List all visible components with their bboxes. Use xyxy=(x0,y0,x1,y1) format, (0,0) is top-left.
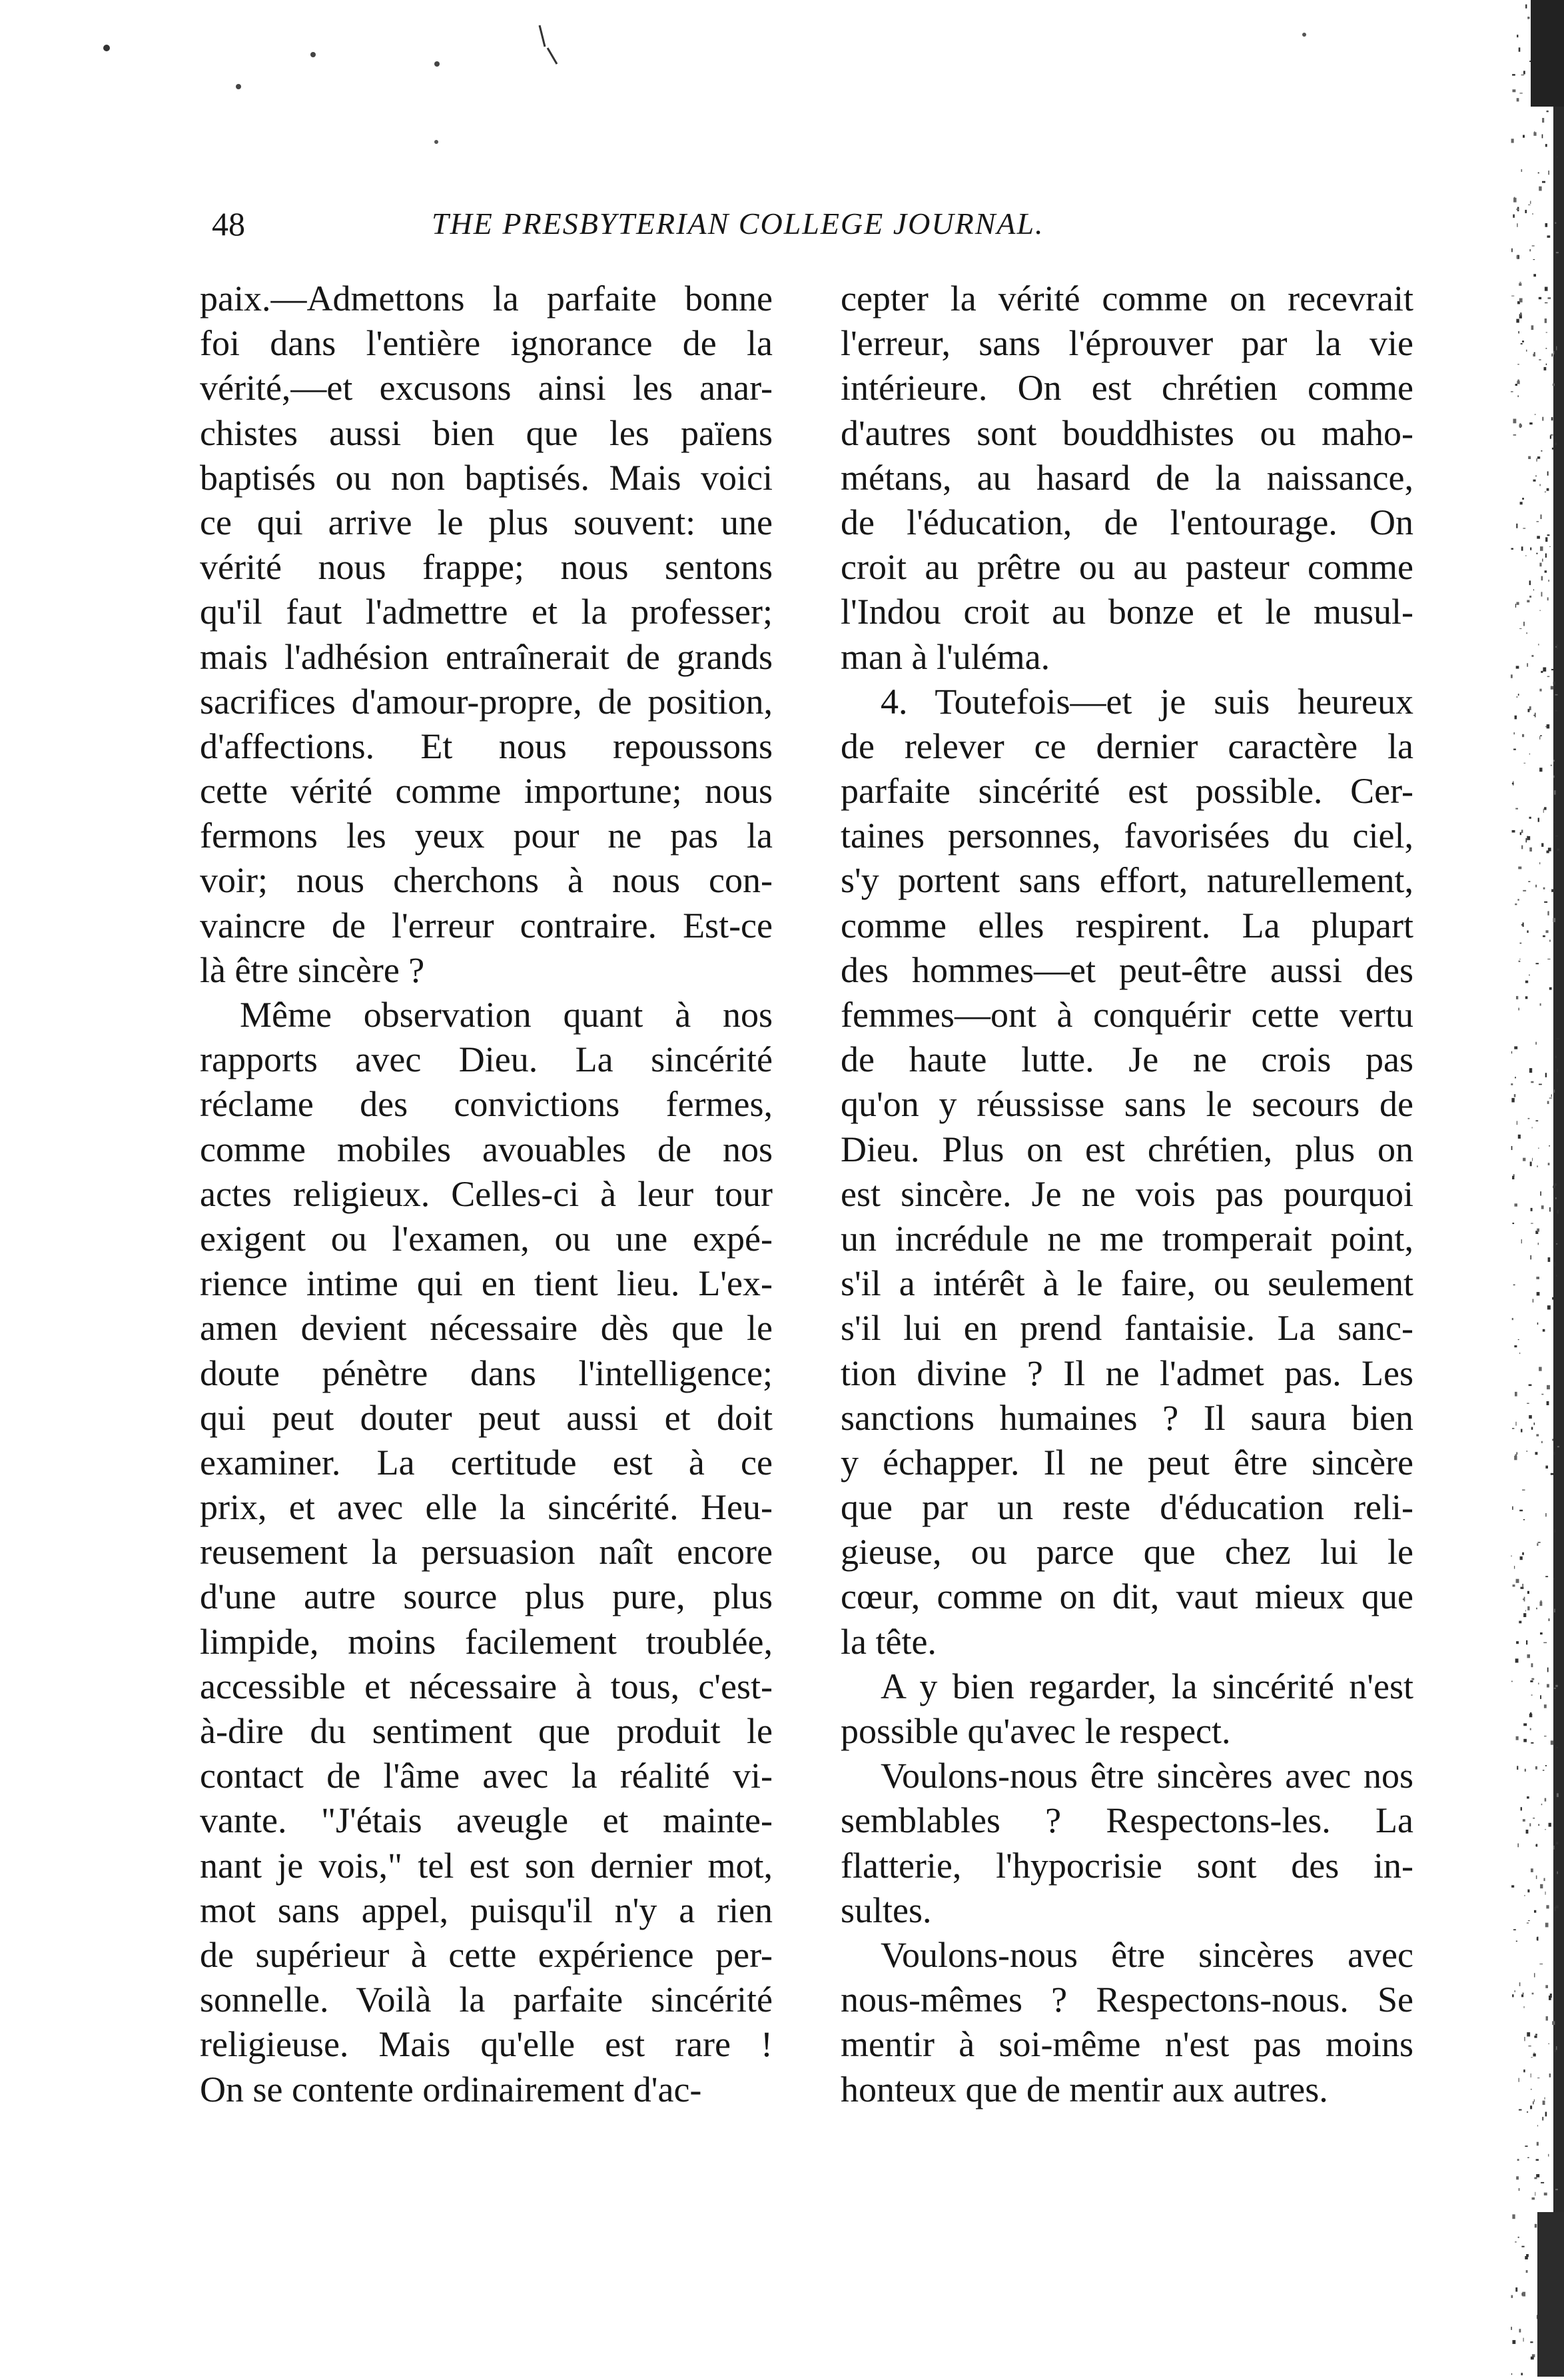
text-line: y échapper. Il ne peut être sincère xyxy=(841,1442,1413,1483)
text-line: d'une autre source plus pure, plus xyxy=(200,1576,773,1617)
text-line: limpide, moins facilement troublée, xyxy=(200,1621,773,1662)
text-line: prix, et avec elle la sincérité. Heu- xyxy=(200,1487,773,1528)
text-line: vante. "J'étais aveugle et mainte- xyxy=(200,1800,773,1841)
text-line: flatterie, l'hypocrisie sont des in- xyxy=(841,1845,1413,1886)
text-line: d'autres sont bouddhistes ou maho- xyxy=(841,412,1413,453)
text-line: intérieure. On est chrétien comme xyxy=(841,368,1413,408)
text-line: doute pénètre dans l'intelligence; xyxy=(200,1353,773,1393)
text-line: comme elles respirent. La plupart xyxy=(841,905,1413,945)
text-line: Voulons-nous être sincères avec nos xyxy=(881,1756,1413,1796)
text-line: s'il a intérêt à le faire, ou seulement xyxy=(841,1263,1413,1304)
text-line: Même observation quant à nos xyxy=(240,995,773,1035)
text-line: fermons les yeux pour ne pas la xyxy=(200,816,773,856)
text-line: Dieu. Plus on est chrétien, plus on xyxy=(841,1129,1413,1169)
paragraph xyxy=(841,1754,1413,1933)
text-line: amen devient nécessaire dès que le xyxy=(200,1308,773,1349)
text-line: actes religieux. Celles-ci à leur tour xyxy=(200,1173,773,1214)
text-line: examiner. La certitude est à ce xyxy=(200,1442,773,1483)
paragraph xyxy=(841,1664,1413,1754)
text-line: gieuse, ou parce que chez lui le xyxy=(841,1532,1413,1572)
page-header xyxy=(212,197,1198,251)
text-line: là être sincère ? xyxy=(200,949,425,990)
text-line: On se contente ordinairement d'ac- xyxy=(200,2069,702,2109)
text-line: mot sans appel, puisqu'il n'y a rien xyxy=(200,1890,773,1930)
text-line: taines personnes, favorisées du ciel, xyxy=(841,816,1413,856)
text-line: sonnelle. Voilà la parfaite sincérité xyxy=(200,1980,773,2020)
text-line: 4. Toutefois—et je suis heureux xyxy=(881,681,1413,722)
text-line: man à l'uléma. xyxy=(841,636,1050,677)
text-line: s'y portent sans effort, naturellement, xyxy=(841,860,1413,901)
text-line: femmes—ont à conquérir cette vertu xyxy=(841,995,1413,1035)
scan-specks xyxy=(0,0,1564,173)
text-line: qu'on y réussisse sans le secours de xyxy=(841,1084,1413,1125)
text-line: vaincre de l'erreur contraire. Est-ce xyxy=(200,905,773,945)
text-line: l'erreur, sans l'éprouver par la vie xyxy=(841,323,1413,364)
text-line: Voulons-nous être sincères avec xyxy=(881,1934,1413,1975)
paragraph xyxy=(841,680,1413,1664)
text-line: mentir à soi-même n'est pas moins xyxy=(841,2024,1413,2065)
text-line: est sincère. Je ne vois pas pourquoi xyxy=(841,1173,1413,1214)
text-line: religieuse. Mais qu'elle est rare ! xyxy=(200,2024,773,2065)
paragraph xyxy=(841,277,1413,680)
text-line: des hommes—et peut-être aussi des xyxy=(841,949,1413,990)
text-line: cette vérité comme importune; nous xyxy=(200,771,773,812)
text-line: A y bien regarder, la sincérité n'est xyxy=(881,1666,1413,1706)
paragraph xyxy=(841,1933,1413,2112)
text-line: chistes aussi bien que les païens xyxy=(200,412,773,453)
text-line: reusement la persuasion naît encore xyxy=(200,1532,773,1572)
paragraph xyxy=(200,277,773,993)
running-title: THE PRESBYTERIAN COLLEGE JOURNAL. xyxy=(432,207,1044,241)
page-number: 48 xyxy=(212,205,245,243)
text-line: de relever ce dernier caractère la xyxy=(841,726,1413,766)
text-line: possible qu'avec le respect. xyxy=(841,1711,1231,1751)
text-line: qui peut douter peut aussi et doit xyxy=(200,1397,773,1438)
text-line: baptisés ou non baptisés. Mais voici xyxy=(200,457,773,498)
text-line: ce qui arrive le plus souvent: une xyxy=(200,502,773,542)
text-line: l'Indou croit au bonze et le musul- xyxy=(841,592,1413,632)
text-line: à-dire du sentiment que produit le xyxy=(200,1711,773,1751)
paragraph xyxy=(200,993,773,2112)
text-line: semblables ? Respectons-les. La xyxy=(841,1800,1413,1841)
left-text-column xyxy=(200,277,773,2112)
text-line: tion divine ? Il ne l'admet pas. Les xyxy=(841,1353,1413,1393)
text-line: réclame des convictions fermes, xyxy=(200,1084,773,1125)
text-line: de supérieur à cette expérience per- xyxy=(200,1934,773,1975)
text-line: nant je vois," tel est son dernier mot, xyxy=(200,1845,773,1886)
text-line: un incrédule ne me tromperait point, xyxy=(841,1218,1413,1259)
text-line: de l'éducation, de l'entourage. On xyxy=(841,502,1413,542)
text-line: s'il lui en prend fantaisie. La sanc- xyxy=(841,1308,1413,1349)
text-line: cœur, comme on dit, vaut mieux que xyxy=(841,1576,1413,1617)
text-line: de haute lutte. Je ne crois pas xyxy=(841,1039,1413,1080)
text-line: nous-mêmes ? Respectons-nous. Se xyxy=(841,1980,1413,2020)
text-line: foi dans l'entière ignorance de la xyxy=(200,323,773,364)
text-line: sacrifices d'amour-propre, de position, xyxy=(200,681,773,722)
scan-edge-noise xyxy=(1484,0,1564,2377)
text-line: sanctions humaines ? Il saura bien xyxy=(841,1397,1413,1438)
text-line: rience intime qui en tient lieu. L'ex- xyxy=(200,1263,773,1304)
text-line: rapports avec Dieu. La sincérité xyxy=(200,1039,773,1080)
text-line: la tête. xyxy=(841,1621,937,1662)
text-line: voir; nous cherchons à nous con- xyxy=(200,860,773,901)
text-line: honteux que de mentir aux autres. xyxy=(841,2069,1328,2109)
text-line: parfaite sincérité est possible. Cer- xyxy=(841,771,1413,812)
text-line: sultes. xyxy=(841,1890,932,1930)
text-line: qu'il faut l'admettre et la professer; xyxy=(200,592,773,632)
text-line: que par un reste d'éducation reli- xyxy=(841,1487,1413,1528)
text-line: exigent ou l'examen, ou une expé- xyxy=(200,1218,773,1259)
text-line: mais l'adhésion entraînerait de grands xyxy=(200,636,773,677)
text-line: métans, au hasard de la naissance, xyxy=(841,457,1413,498)
text-line: comme mobiles avouables de nos xyxy=(200,1129,773,1169)
text-line: d'affections. Et nous repoussons xyxy=(200,726,773,766)
text-line: paix.—Admettons la parfaite bonne xyxy=(200,279,773,318)
text-line: accessible et nécessaire à tous, c'est- xyxy=(200,1666,773,1706)
text-line: vérité nous frappe; nous sentons xyxy=(200,547,773,588)
text-line: contact de l'âme avec la réalité vi- xyxy=(200,1756,773,1796)
text-line: cepter la vérité comme on recevrait xyxy=(841,279,1413,318)
right-text-column xyxy=(841,277,1413,2112)
text-line: croit au prêtre ou au pasteur comme xyxy=(841,547,1413,588)
text-line: vérité,—et excusons ainsi les anar- xyxy=(200,368,773,408)
